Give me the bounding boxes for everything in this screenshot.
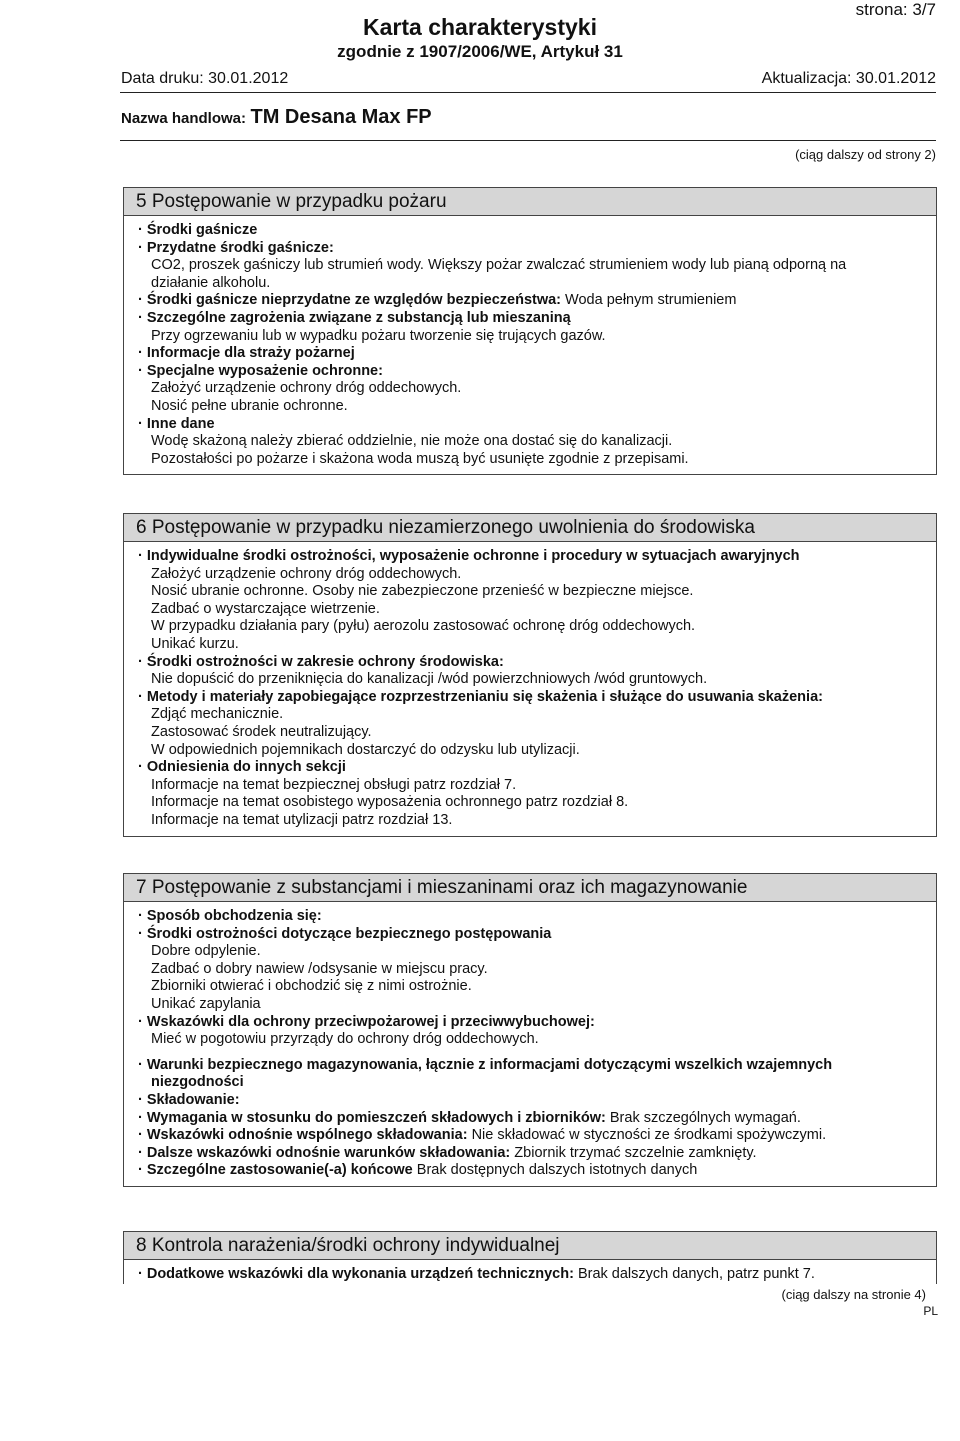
text-line (138, 583, 936, 601)
line-text: Założyć urządzenie ochrony dróg oddechowych. (151, 380, 462, 397)
line-text: Zadbać o dobry nawiew /odsysanie w miejscu pracy. (151, 960, 488, 977)
text-line (138, 601, 936, 619)
text-line (138, 1145, 936, 1163)
section-body (124, 902, 936, 1186)
text-line (138, 1266, 936, 1284)
trade-name-value: TM Desana Max FP (250, 106, 432, 128)
text-line (138, 566, 936, 584)
text-line (138, 328, 936, 346)
section-5 (123, 187, 937, 475)
text-line (138, 724, 936, 742)
section-title: 5 Postępowanie w przypadku pożaru (124, 188, 936, 216)
text-line (138, 1031, 936, 1049)
line-text: Dobre odpylenie. (151, 943, 261, 960)
text-line (138, 416, 936, 434)
document-title: Karta charakterystyki (363, 14, 597, 40)
trade-name-label: Nazwa handlowa: (121, 110, 247, 127)
text-line (138, 1057, 936, 1075)
line-text: Zdjąć mechanicznie. (151, 706, 284, 723)
text-line (138, 671, 936, 689)
section-body (124, 216, 936, 474)
line-text: Zastosować środek neutralizujący. (151, 723, 372, 740)
section-body (124, 1260, 936, 1284)
line-heading: · Szczególne zastosowanie(-a) końcowe (138, 1162, 413, 1179)
line-text: Nie składować w styczności ze środkami spożywczymi. (471, 1127, 827, 1144)
text-line (138, 943, 936, 961)
line-heading: · Informacje dla straży pożarnej (138, 345, 355, 362)
text-line (138, 1092, 936, 1110)
line-text: Pozostałości po pożarze i skażona woda muszą być usunięte zgodnie z przepisami. (151, 450, 689, 467)
line-gap (138, 1049, 936, 1057)
line-text: Nosić ubranie ochronne. Osoby nie zabezpieczone przenieść w bezpieczne miejsce. (151, 583, 694, 600)
text-line (138, 380, 936, 398)
text-line (138, 222, 936, 240)
text-line (138, 926, 936, 944)
text-line (138, 794, 936, 812)
text-line (138, 548, 936, 566)
text-line (138, 1162, 936, 1180)
text-line (138, 618, 936, 636)
trade-rule (120, 140, 936, 141)
line-text: Brak dalszych danych, patrz punkt 7. (577, 1266, 815, 1282)
line-text: Zadbać o wystarczające wietrzenie. (151, 600, 380, 617)
line-heading: · Sposób obchodzenia się: (138, 908, 322, 924)
line-heading: · Inne dane (138, 415, 215, 432)
line-heading: · Wskazówki odnośnie wspólnego składowania: (138, 1127, 468, 1144)
section-6 (123, 513, 937, 837)
line-text: CO2, proszek gaśniczy lub strumień wody. Większy pożar zwalczać strumieniem wody lub pianą odporną na (151, 257, 847, 274)
text-line (138, 345, 936, 363)
line-heading: · Środki ostrożności dotyczące bezpiecznego postępowania (138, 925, 552, 942)
section-title: 6 Postępowanie w przypadku niezamierzonego uwolnienia do środowiska (124, 514, 936, 542)
line-text: działanie alkoholu. (151, 274, 271, 291)
header-rule (120, 92, 936, 93)
section-body (124, 542, 936, 836)
line-heading: · Środki gaśnicze nieprzydatne ze względów bezpieczeństwa: (138, 292, 562, 309)
line-text: Założyć urządzenie ochrony dróg oddechowych. (151, 565, 462, 582)
line-heading: · Składowanie: (138, 1091, 240, 1108)
text-line (138, 292, 936, 310)
text-line (138, 908, 936, 926)
text-line (138, 812, 936, 830)
section-7 (123, 873, 937, 1187)
print-date: Data druku: 30.01.2012 (121, 70, 289, 87)
line-heading: niezgodności (151, 1074, 244, 1091)
text-line (138, 257, 936, 275)
document-subtitle: zgodnie z 1907/2006/WE, Artykuł 31 (337, 42, 623, 61)
line-text: Unikać zapylania (151, 995, 261, 1012)
line-text: W przypadku działania pary (pyłu) aerozolu zastosować ochronę dróg oddechowych. (151, 618, 696, 635)
line-text: Informacje na temat osobistego wyposażenia ochronnego patrz rozdział 8. (151, 794, 629, 811)
line-text: W odpowiednich pojemnikach dostarczyć do odzysku lub utylizacji. (151, 741, 580, 758)
text-line (138, 363, 936, 381)
text-line (138, 1110, 936, 1128)
text-line (138, 1014, 936, 1032)
text-line (138, 1074, 936, 1092)
language-code: PL (923, 1304, 938, 1318)
text-line (138, 636, 936, 654)
line-text: Mieć w pogotowiu przyrządy do ochrony dróg oddechowych. (151, 1031, 539, 1048)
text-line (138, 1127, 936, 1145)
line-text: Informacje na temat bezpiecznej obsługi patrz rozdział 7. (151, 776, 517, 793)
text-line (138, 706, 936, 724)
section-title: 8 Kontrola narażenia/środki ochrony indywidualnej (124, 1232, 936, 1260)
text-line (138, 777, 936, 795)
text-line (138, 654, 936, 672)
line-text: Nie dopuścić do przeniknięcia do kanalizacji /wód powierzchniowych /wód gruntowych. (151, 671, 708, 688)
trade-name (121, 106, 432, 129)
continued-from: (ciąg dalszy od strony 2) (795, 147, 936, 162)
text-line (138, 398, 936, 416)
line-text: Wodę skażoną należy zbierać oddzielnie, nie może ona dostać się do kanalizacji. (151, 433, 673, 450)
text-line (138, 742, 936, 760)
line-text: Nosić pełne ubranie ochronne. (151, 397, 348, 414)
line-text: Informacje na temat utylizacji patrz rozdział 13. (151, 811, 453, 828)
line-text: Zbiornik trzymać szczelnie zamknięty. (514, 1144, 757, 1161)
line-heading: · Szczególne zagrożenia związane z substancją lub mieszaniną (138, 309, 571, 326)
line-heading: · Metody i materiały zapobiegające rozprzestrzenianiu się skażenia i służące do usuwania skażenia: (138, 688, 823, 705)
line-heading: · Środki ostrożności w zakresie ochrony środowiska: (138, 653, 504, 670)
text-line (138, 275, 936, 293)
text-line (138, 240, 936, 258)
line-heading: · Przydatne środki gaśnicze: (138, 239, 334, 256)
line-heading: · Dalsze wskazówki odnośnie warunków składowania: (138, 1144, 511, 1161)
text-line (138, 433, 936, 451)
text-line (138, 451, 936, 469)
text-line (138, 689, 936, 707)
line-heading: · Odniesienia do innych sekcji (138, 759, 346, 776)
text-line (138, 978, 936, 996)
line-text: Unikać kurzu. (151, 635, 239, 652)
section-8 (123, 1231, 937, 1284)
continued-to: (ciąg dalszy na stronie 4) (781, 1287, 926, 1302)
line-text: Zbiorniki otwierać i obchodzić się z nimi ostrożnie. (151, 978, 472, 995)
line-text: Woda pełnym strumieniem (565, 292, 737, 309)
line-text: Brak dostępnych dalszych istotnych danych (416, 1162, 698, 1179)
update-date: Aktualizacja: 30.01.2012 (761, 70, 936, 87)
line-heading: · Wskazówki dla ochrony przeciwpożarowej i przeciwwybuchowej: (138, 1013, 595, 1030)
text-line (138, 310, 936, 328)
line-heading: · Warunki bezpiecznego magazynowania, łącznie z informacjami dotyczącymi wszelkich wzajemnych (138, 1056, 833, 1073)
section-title: 7 Postępowanie z substancjami i mieszaninami oraz ich magazynowanie (124, 874, 936, 902)
text-line (138, 996, 936, 1014)
page-number: strona: 3/7 (855, 0, 936, 19)
line-heading: · Specjalne wyposażenie ochronne: (138, 362, 383, 379)
line-text: Przy ogrzewaniu lub w wypadku pożaru tworzenie się trujących gazów. (151, 327, 606, 344)
line-heading: · Dodatkowe wskazówki dla wykonania urządzeń technicznych: (138, 1266, 574, 1282)
text-line (138, 759, 936, 777)
line-text: Brak szczególnych wymagań. (609, 1109, 801, 1126)
line-heading: · Wymagania w stosunku do pomieszczeń składowych i zbiorników: (138, 1109, 606, 1126)
text-line (138, 961, 936, 979)
line-heading: · Indywidualne środki ostrożności, wyposażenie ochronne i procedury w sytuacjach awaryjnych (138, 548, 800, 564)
line-heading: · Środki gaśnicze (138, 222, 258, 238)
